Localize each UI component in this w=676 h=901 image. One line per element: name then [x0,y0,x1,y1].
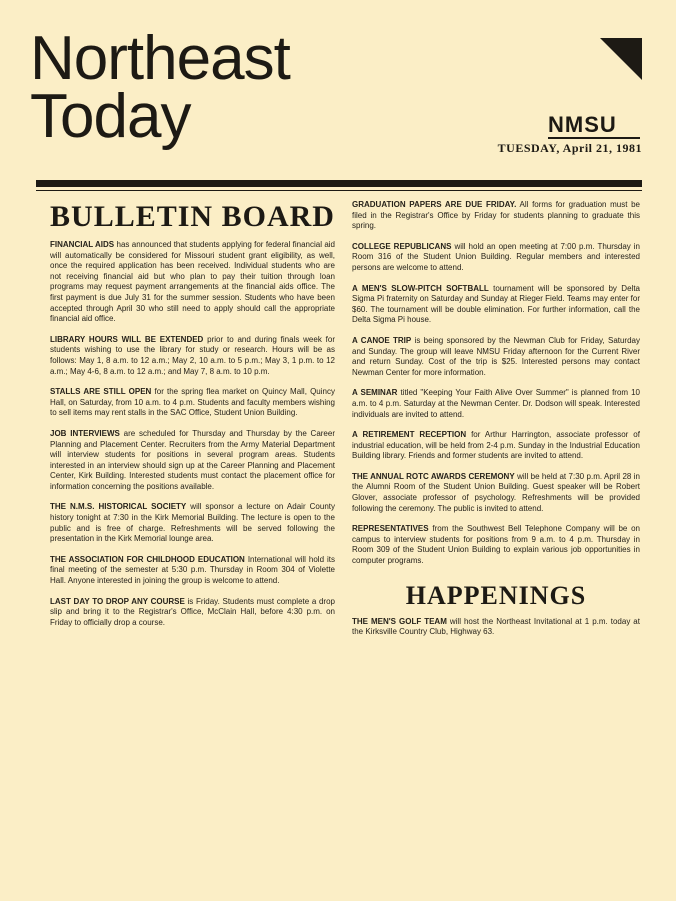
bulletin-item-body: is Friday. Students must complete a drop slip and bring it to the Registrar's Office, McClain Hall, before 4:30 p.m. on Friday to officially drop a course. [50,596,335,627]
masthead-title [30,24,290,151]
happenings-item-body: will host the Northeast Invitational at 1 p.m. today at the Kirksville Country Club, Highway 63. [352,616,640,637]
bulletin-item-head: FINANCIAL AIDS [50,240,115,249]
happenings-item-head: THE MEN'S GOLF TEAM [352,616,447,626]
masthead-title-line2: Today [30,82,191,151]
bulletin-item-body: will sponsor a lecture on Adair County history tonight at 7:30 in the Kirk Memorial Building. The lecture is open to the public and is free of charge. Refreshments will be served following the presentation in the Kirk Memorial lounge area. [50,502,335,544]
bulletin-item-body: from the Southwest Bell Telephone Company will be on campus to interview students for positions from 9 a.m. to 4 p.m. Thursday in Room 309 of the Student Union Building to explain various job opportunities in computer programs. [352,524,640,566]
bulletin-item-head: STALLS ARE STILL OPEN [50,387,152,397]
bulletin-item-head: GRADUATION PAPERS ARE DUE FRIDAY. [352,200,517,209]
bulletin-item-body: will be held at 7:30 p.m. April 28 in the Alumni Room of the Student Union Building. Guest speaker will be Robert Glover, associate professor of psychology. Refreshments will be provided following the ceremony. The public is invited to attend. [352,471,641,513]
left-column [50,200,335,638]
bulletin-item [352,242,640,274]
triangle-corner-icon [600,38,642,80]
bulletin-item-body: tournament will be sponsored by Delta Sigma Pi fraternity on Saturday and Sunday at Rieger Field. Teams may enter for $60. The tournament will be double elimination. For further information, call the Delta Sigma Pi house. [352,283,640,325]
bulletin-item [352,430,640,462]
bulletin-item-body: is being sponsored by the Newman Club for Friday, Saturday and Sunday. The group will leave NMSU Friday afternoon for the Current River and return Sunday. Cost of the trip is $25. Interested persons may contact Newman Center for more information. [352,335,640,377]
bulletin-item-head: A RETIREMENT RECEPTION [352,430,467,440]
bulletin-item [352,200,640,232]
bulletin-item-head: THE N.M.S. HISTORICAL SOCIETY [50,502,187,512]
bulletin-item-body: for Arthur Harrington, associate professor of industrial education, will be held from 2-4 p.m. Sunday in the Industrial Education Building library. Friends and former students are invited to attend. [352,430,640,461]
bulletin-item [50,555,335,587]
bulletin-item-head: THE ANNUAL ROTC AWARDS CEREMONY [352,471,515,481]
bulletin-item-head: A SEMINAR [352,388,398,398]
bulletin-item [352,524,640,566]
bulletin-item-body: are scheduled for Thursday and Thursday by the Career Planning and Placement Center. Recruiters from the Army Material Department will interview students for positions in several program areas. Students interested in an interview should sign up at the Career Planning and Placement Center, Kirk Building. Interested students must contact the placement office for information concerning the positions available. [50,428,335,491]
bulletin-item-head: LIBRARY HOURS WILL BE EXTENDED [50,334,204,344]
bulletin-item [50,387,335,419]
dateline: TUESDAY, April 21, 1981 [497,141,642,155]
brand-label: NMSU [548,112,617,137]
bulletin-item [352,388,640,420]
masthead-rule-thin [36,190,642,191]
bulletin-board-title: BULLETIN BOARD [50,200,335,233]
bulletin-item-head: JOB INTERVIEWS [50,428,120,438]
bulletin-item [50,597,335,629]
bulletin-item-body: All forms for graduation must be filed in the Registrar's Office by Friday for students planning to graduate this spring. [352,200,640,231]
bulletin-item-body: International will hold its final meeting of the semester at 5:30 p.m. Thursday in Room 304 of Violette Hall. Anyone interested in joining the group is welcome to attend. [50,554,335,586]
bulletin-item-body: for the spring flea market on Quincy Mall, Quincy Hall, on Saturday, from 10 a.m. to 4 p.m. Students and faculty members wishing to sell items may rent stalls in the SAC Office, Student Union Building. [50,387,335,418]
bulletin-item-head: LAST DAY TO DROP ANY COURSE [50,596,185,606]
bulletin-item-body: titled "Keeping Your Faith Alive Over Summer" is planned from 10 a.m. to 4 p.m. Saturday at the Newman Center. Dr. Dodson will speak. Interested individuals are invited to attend. [352,388,641,419]
bulletin-item-head: THE ASSOCIATION FOR CHILDHOOD EDUCATION [50,554,245,564]
bulletin-item-body: will hold an open meeting at 7:00 p.m. Thursday in Room 316 of the Student Union Building. Regular members and interested persons are welcome to attend. [352,241,641,272]
bulletin-item-head: COLLEGE REPUBLICANS [352,241,452,251]
bulletin-item [352,472,640,514]
bulletin-item [352,284,640,326]
bulletin-item [50,429,335,493]
bulletin-item-body: prior to and during finals week for students wishing to use the library for study or research. Hours will be as follows: May 1, 8 a.m. to 12 a.m.; May 2, 10 a.m. to 5 p.m.; May 3, 1 p.m. to 12 a.m.; May 4-6, 8 a.m. to 12 a.m.; and May 7, 8 a.m. to 10 p.m. [50,334,335,376]
bulletin-item-head: A MEN'S SLOW-PITCH SOFTBALL [352,283,489,293]
happenings-item [352,617,640,638]
happenings-title: HAPPENINGS [405,580,587,610]
bulletin-item-head: REPRESENTATIVES [352,524,429,534]
bulletin-item [50,502,335,544]
bulletin-item [50,240,335,325]
bulletin-item-body: has announced that students applying for federal financial aid will automatically be considered for Missouri student grant eligibility, as well, once the required application has been received. Individual students who are not receiving financial aid but who plan to pay their tuition through loan programs may request payment arrangements at the financial aids office. The first payment is due July 31 for the summer session. Students who have been accepted through April 30 who still need to apply should call the appropriate financial aid office. [50,240,336,324]
brand-underline [548,137,640,139]
bulletin-item [50,335,335,377]
masthead-title-line1: Northeast [30,24,290,93]
bulletin-item [352,336,640,378]
masthead-rule-thick [36,180,642,187]
right-column [352,200,640,648]
bulletin-item-head: A CANOE TRIP [352,335,412,345]
